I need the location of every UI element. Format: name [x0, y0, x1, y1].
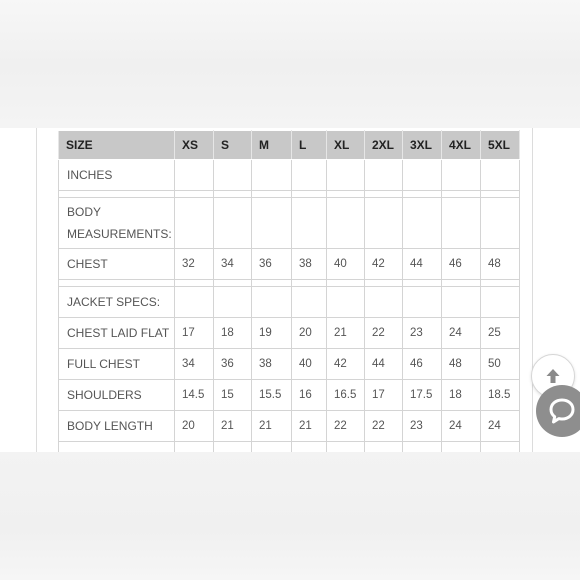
empty-cell: [327, 160, 365, 191]
empty-cell: [214, 191, 252, 198]
empty-cell: [327, 442, 365, 453]
value-cell: 24: [481, 411, 520, 442]
row-label: SHOULDERS: [59, 380, 175, 411]
empty-cell: [175, 191, 214, 198]
empty-cell: [365, 198, 403, 249]
empty-cell: [214, 442, 252, 453]
row-label: BODY MEASUREMENTS:: [59, 198, 175, 249]
empty-cell: [403, 191, 442, 198]
empty-cell: [481, 198, 520, 249]
value-cell: 25: [481, 318, 520, 349]
value-cell: 17: [175, 318, 214, 349]
value-cell: 46: [403, 349, 442, 380]
value-cell: 50: [481, 349, 520, 380]
empty-cell: [365, 191, 403, 198]
empty-cell: [365, 160, 403, 191]
row-label: FULL CHEST: [59, 349, 175, 380]
value-cell: 34: [175, 349, 214, 380]
table-row-body-measurements: [59, 198, 520, 249]
header-4xl: 4XL: [442, 131, 481, 160]
header-5xl: 5XL: [481, 131, 520, 160]
row-label: BODY LENGTH: [59, 411, 175, 442]
empty-cell: [214, 280, 252, 287]
empty-cell: [327, 198, 365, 249]
table-row-cut-off: [59, 442, 520, 453]
empty-cell: [214, 198, 252, 249]
header-2xl: 2XL: [365, 131, 403, 160]
value-cell: 40: [292, 349, 327, 380]
empty-cell: [252, 442, 292, 453]
value-cell: 15: [214, 380, 252, 411]
panel-left-border: [36, 128, 37, 452]
empty-cell: [175, 280, 214, 287]
chat-bubble-icon: [547, 396, 577, 426]
header-l: L: [292, 131, 327, 160]
empty-cell: [403, 280, 442, 287]
empty-cell: [59, 280, 175, 287]
empty-cell: [252, 191, 292, 198]
panel-right-border: [532, 128, 533, 452]
value-cell: 48: [442, 349, 481, 380]
empty-cell: [292, 280, 327, 287]
empty-cell: [442, 280, 481, 287]
value-cell: 22: [365, 411, 403, 442]
table-row-chest-laid-flat: [59, 318, 520, 349]
value-cell: 20: [292, 318, 327, 349]
header-xs: XS: [175, 131, 214, 160]
size-chart-panel: [0, 128, 580, 452]
value-cell: 16.5: [327, 380, 365, 411]
value-cell: 21: [252, 411, 292, 442]
empty-cell: [481, 442, 520, 453]
empty-cell: [252, 280, 292, 287]
empty-cell: [442, 160, 481, 191]
empty-cell: [481, 160, 520, 191]
value-cell: 22: [365, 318, 403, 349]
value-cell: 44: [365, 349, 403, 380]
empty-cell: [327, 287, 365, 318]
value-cell: 22: [327, 411, 365, 442]
empty-cell: [481, 287, 520, 318]
value-cell: 48: [481, 249, 520, 280]
value-cell: 44: [403, 249, 442, 280]
size-chart-table: [58, 130, 520, 452]
empty-cell: [292, 198, 327, 249]
empty-cell: [175, 198, 214, 249]
table-row-shoulders: [59, 380, 520, 411]
value-cell: 21: [292, 411, 327, 442]
value-cell: 32: [175, 249, 214, 280]
value-cell: 38: [252, 349, 292, 380]
value-cell: 18: [214, 318, 252, 349]
value-cell: 18: [442, 380, 481, 411]
empty-cell: [365, 287, 403, 318]
empty-cell: [403, 198, 442, 249]
header-row: [59, 131, 520, 160]
empty-cell: [175, 442, 214, 453]
header-m: M: [252, 131, 292, 160]
empty-cell: [175, 287, 214, 318]
empty-cell: [214, 287, 252, 318]
empty-cell: [365, 280, 403, 287]
empty-cell: [365, 442, 403, 453]
top-blur-band: [0, 0, 580, 128]
empty-cell: [327, 191, 365, 198]
empty-cell: [481, 280, 520, 287]
value-cell: 18.5: [481, 380, 520, 411]
value-cell: 34: [214, 249, 252, 280]
value-cell: 15.5: [252, 380, 292, 411]
empty-cell: [252, 287, 292, 318]
value-cell: 40: [327, 249, 365, 280]
empty-cell: [442, 287, 481, 318]
empty-cell: [292, 191, 327, 198]
value-cell: 17: [365, 380, 403, 411]
empty-cell: [481, 191, 520, 198]
empty-cell: [442, 191, 481, 198]
value-cell: 17.5: [403, 380, 442, 411]
table-row-jacket-specs: [59, 287, 520, 318]
row-label: INCHES: [59, 160, 175, 191]
row-label: CHEST LAID FLAT: [59, 318, 175, 349]
empty-cell: [59, 191, 175, 198]
value-cell: 42: [327, 349, 365, 380]
value-cell: 20: [175, 411, 214, 442]
empty-cell: [442, 442, 481, 453]
value-cell: 21: [327, 318, 365, 349]
value-cell: 14.5: [175, 380, 214, 411]
arrow-up-icon: [543, 366, 563, 386]
value-cell: 36: [214, 349, 252, 380]
row-label: CHEST: [59, 249, 175, 280]
bottom-blur-band: [0, 452, 580, 580]
row-label: JACKET SPECS:: [59, 287, 175, 318]
empty-cell: [292, 287, 327, 318]
empty-cell: [292, 160, 327, 191]
empty-cell: [252, 198, 292, 249]
table-row-chest: [59, 249, 520, 280]
empty-cell: [292, 442, 327, 453]
empty-cell: [403, 287, 442, 318]
empty-cell: [59, 442, 175, 453]
value-cell: 16: [292, 380, 327, 411]
value-cell: 42: [365, 249, 403, 280]
table-row-full-chest: [59, 349, 520, 380]
table-row-spacer: [59, 280, 520, 287]
value-cell: 38: [292, 249, 327, 280]
value-cell: 19: [252, 318, 292, 349]
header-xl: XL: [327, 131, 365, 160]
table-row-spacer: [59, 191, 520, 198]
value-cell: 24: [442, 318, 481, 349]
value-cell: 21: [214, 411, 252, 442]
value-cell: 36: [252, 249, 292, 280]
empty-cell: [442, 198, 481, 249]
empty-cell: [252, 160, 292, 191]
empty-cell: [403, 160, 442, 191]
table-row-inches: [59, 160, 520, 191]
header-3xl: 3XL: [403, 131, 442, 160]
table-row-body-length: [59, 411, 520, 442]
value-cell: 46: [442, 249, 481, 280]
empty-cell: [327, 280, 365, 287]
empty-cell: [403, 442, 442, 453]
chat-button[interactable]: [536, 385, 580, 437]
empty-cell: [214, 160, 252, 191]
value-cell: 23: [403, 318, 442, 349]
header-size: SIZE: [59, 131, 175, 160]
empty-cell: [175, 160, 214, 191]
value-cell: 24: [442, 411, 481, 442]
header-s: S: [214, 131, 252, 160]
value-cell: 23: [403, 411, 442, 442]
